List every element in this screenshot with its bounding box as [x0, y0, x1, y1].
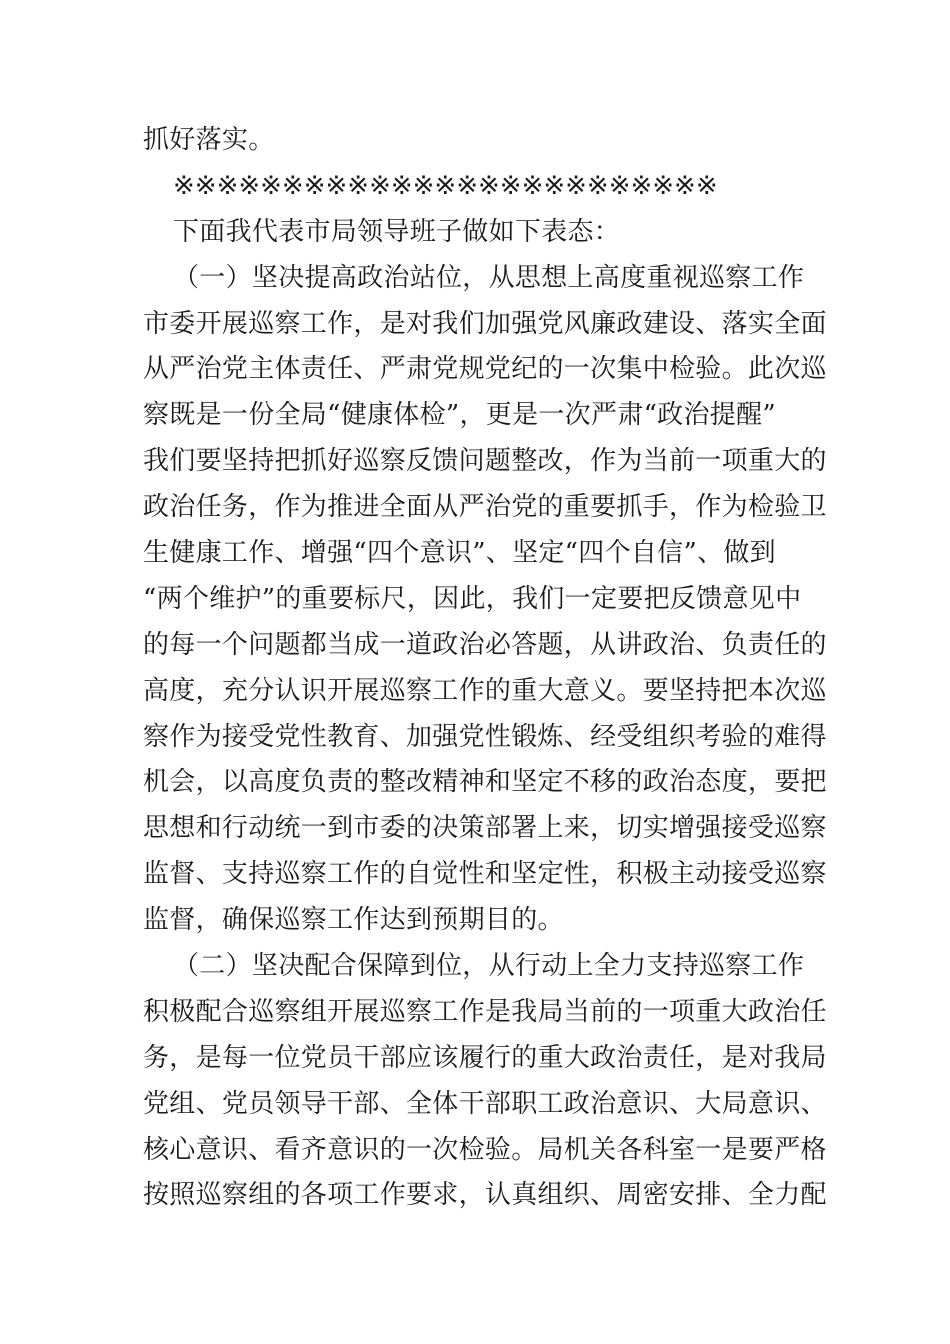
document-body: [143, 118, 827, 1219]
text-line: 察作为接受党性教育、加强党性锻炼、经受组织考验的难得: [143, 721, 827, 752]
text-line: 按照巡察组的各项工作要求，认真组织、周密安排、全力配: [143, 1180, 827, 1211]
intro-line: 下面我代表市局领导班子做如下表态：: [173, 216, 621, 247]
section-separator: ※※※※※※※※※※※※※※※※※※※※※※※※※: [173, 170, 718, 201]
text-line: 监督，确保巡察工作达到预期目的。: [143, 905, 564, 936]
text-line: 党组、党员领导干部、全体干部职工政治意识、大局意识、: [143, 1088, 827, 1119]
text-line: 从严治党主体责任、严肃党规党纪的一次集中检验。此次巡: [143, 354, 827, 385]
text-line: 务，是每一位党员干部应该履行的重大政治责任，是对我局: [143, 1042, 827, 1073]
text-line: 我们要坚持把抓好巡察反馈问题整改，作为当前一项重大的: [143, 446, 827, 477]
section-heading-1: （一）坚决提高政治站位，从思想上高度重视巡察工作: [173, 262, 805, 293]
text-line: 核心意识、看齐意识的一次检验。局机关各科室一是要严格: [143, 1134, 827, 1165]
section-heading-2: （二）坚决配合保障到位，从行动上全力支持巡察工作: [173, 951, 805, 982]
text-line: 机会，以高度负责的整改精神和坚定不移的政治态度，要把: [143, 767, 827, 798]
text-line: 积极配合巡察组开展巡察工作是我局当前的一项重大政治任: [143, 996, 827, 1027]
text-line: 生健康工作、增强“四个意识”、坚定“四个自信”、做到: [143, 538, 776, 569]
text-line: 高度，充分认识开展巡察工作的重大意义。要坚持把本次巡: [143, 675, 827, 706]
text-line: 市委开展巡察工作，是对我们加强党风廉政建设、落实全面: [143, 308, 827, 339]
text-line: 监督、支持巡察工作的自觉性和坚定性，积极主动接受巡察: [143, 859, 827, 890]
text-line: 政治任务，作为推进全面从严治党的重要抓手，作为检验卫: [143, 492, 827, 523]
text-line: 察既是一份全局“健康体检”，更是一次严肃“政治提醒”: [143, 400, 776, 431]
text-line: “两个维护”的重要标尺，因此，我们一定要把反馈意见中: [143, 583, 802, 614]
text-line: 思想和行动统一到市委的决策部署上来，切实增强接受巡察: [143, 813, 827, 844]
text-line: 的每一个问题都当成一道政治必答题，从讲政治、负责任的: [143, 629, 827, 660]
text-line: 抓好落实。: [143, 125, 275, 155]
